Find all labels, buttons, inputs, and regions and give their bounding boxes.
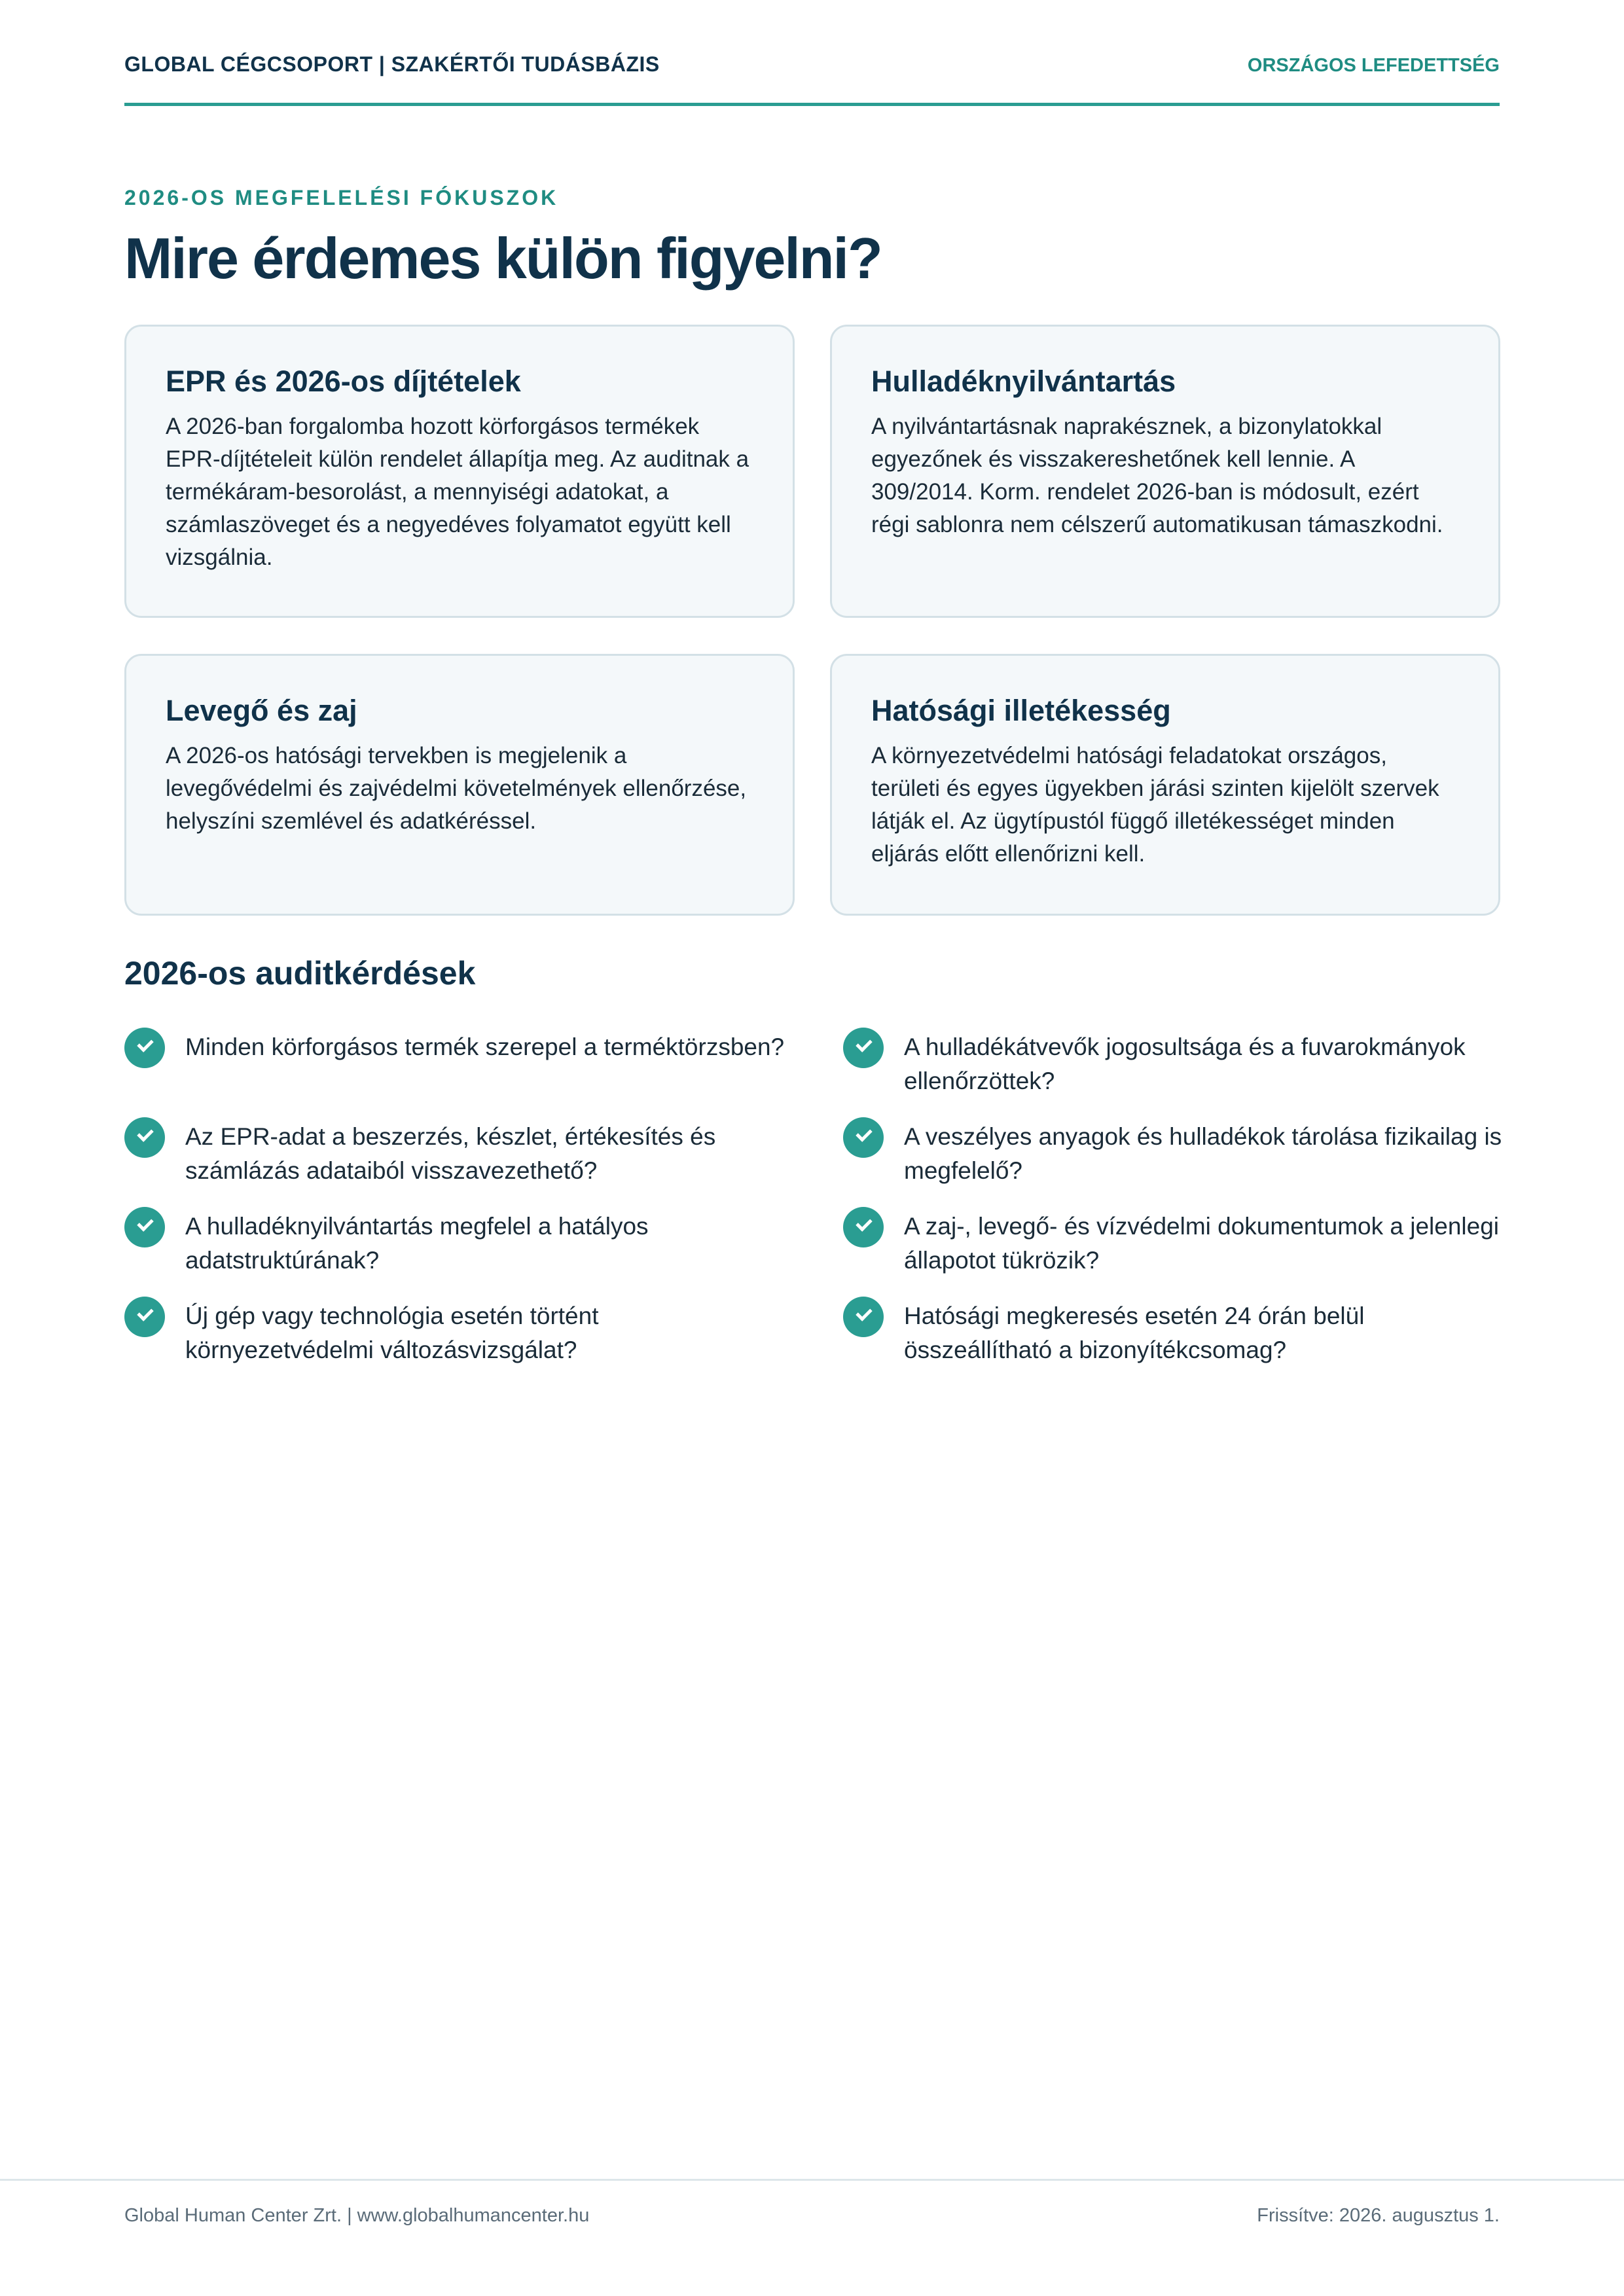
card-title: Hatósági illetékesség <box>871 694 1171 727</box>
check-circle-icon <box>843 1207 884 1247</box>
footer-updated: Frissítve: 2026. augusztus 1. <box>1257 2205 1500 2226</box>
audit-question-text: A veszélyes anyagok és hulladékok tárolása fizikailag is megfelelő? <box>904 1123 1502 1184</box>
audit-question <box>843 1297 1517 1386</box>
page-header <box>124 52 1500 106</box>
focus-card-air-noise <box>124 654 795 916</box>
card-text: A környezetvédelmi hatósági feladatokat országos, területi és egyes ügyekben járási szinten kijelölt szervek látják el. Az ügytípustól függő illetékességet minden eljárás előtt ellenőrizni kell. <box>871 743 1439 867</box>
audit-question <box>124 1297 799 1386</box>
check-circle-icon <box>843 1028 884 1068</box>
audit-questions-left <box>124 1028 799 1386</box>
card-text: A 2026-ban forgalomba hozott körforgásos termékek EPR-díjtételeit külön rendelet állapítja meg. Az auditnak a termékáram-besorolást, a mennyiségi adatokat, a számlaszöveget és a negyedéves folyamatot együtt kell vizsgálnia. <box>166 414 749 570</box>
audit-question <box>124 1207 799 1297</box>
audit-questions-right <box>843 1028 1517 1386</box>
card-title: EPR és 2026-os díjtételek <box>166 365 521 398</box>
audit-question <box>124 1117 799 1207</box>
focus-card-epr <box>124 325 795 618</box>
page-footer <box>0 2179 1624 2296</box>
check-circle-icon <box>124 1117 165 1158</box>
card-title: Hulladéknyilvántartás <box>871 365 1176 398</box>
page-title: Mire érdemes külön figyelni? <box>124 226 882 291</box>
audit-question-text: A zaj-, levegő- és vízvédelmi dokumentumok a jelenlegi állapotot tükrözik? <box>904 1213 1500 1274</box>
check-circle-icon <box>124 1207 165 1247</box>
audit-question <box>843 1117 1517 1207</box>
audit-question <box>843 1028 1517 1117</box>
audit-question-text: Hatósági megkeresés esetén 24 órán belül összeállítható a bizonyítékcsomag? <box>904 1302 1365 1363</box>
card-text: A 2026-os hatósági tervekben is megjelenik a levegővédelmi és zajvédelmi követelmények ellenőrzése, helyszíni szemlével és adatkéréssel. <box>166 743 747 834</box>
audit-question-text: Új gép vagy technológia esetén történt környezetvédelmi változásvizsgálat? <box>185 1302 599 1363</box>
check-circle-icon <box>843 1297 884 1337</box>
audit-question <box>843 1207 1517 1297</box>
footer-company: Global Human Center Zrt. | www.globalhumancenter.hu <box>124 2205 590 2226</box>
coverage-label: ORSZÁGOS LEFEDETTSÉG <box>1247 55 1500 76</box>
audit-question <box>124 1028 799 1117</box>
focus-card-waste-registry <box>830 325 1500 618</box>
check-circle-icon <box>124 1297 165 1337</box>
audit-question-text: Minden körforgásos termék szerepel a terméktörzsben? <box>185 1033 785 1060</box>
audit-question-text: A hulladékátvevők jogosultsága és a fuvarokmányok ellenőrzöttek? <box>904 1033 1466 1094</box>
audit-question-text: A hulladéknyilvántartás megfelel a hatályos adatstruktúrának? <box>185 1213 649 1274</box>
focus-card-authority <box>830 654 1500 916</box>
card-text: A nyilvántartásnak naprakésznek, a bizonylatokkal egyezőnek és visszakereshetőnek kell lennie. A 309/2014. Korm. rendelet 2026-ban is módosult, ezért régi sablonra nem célszerű automatikusan támaszkodni. <box>871 414 1443 537</box>
check-circle-icon <box>843 1117 884 1158</box>
card-title: Levegő és zaj <box>166 694 357 727</box>
brand-title: GLOBAL CÉGCSOPORT | SZAKÉRTŐI TUDÁSBÁZIS <box>124 52 660 76</box>
audit-section-title: 2026-os auditkérdések <box>124 955 476 992</box>
section-eyebrow: 2026-OS MEGFELELÉSI FÓKUSZOK <box>124 186 559 209</box>
check-circle-icon <box>124 1028 165 1068</box>
audit-question-text: Az EPR-adat a beszerzés, készlet, értékesítés és számlázás adataiból visszavezethető? <box>185 1123 716 1184</box>
